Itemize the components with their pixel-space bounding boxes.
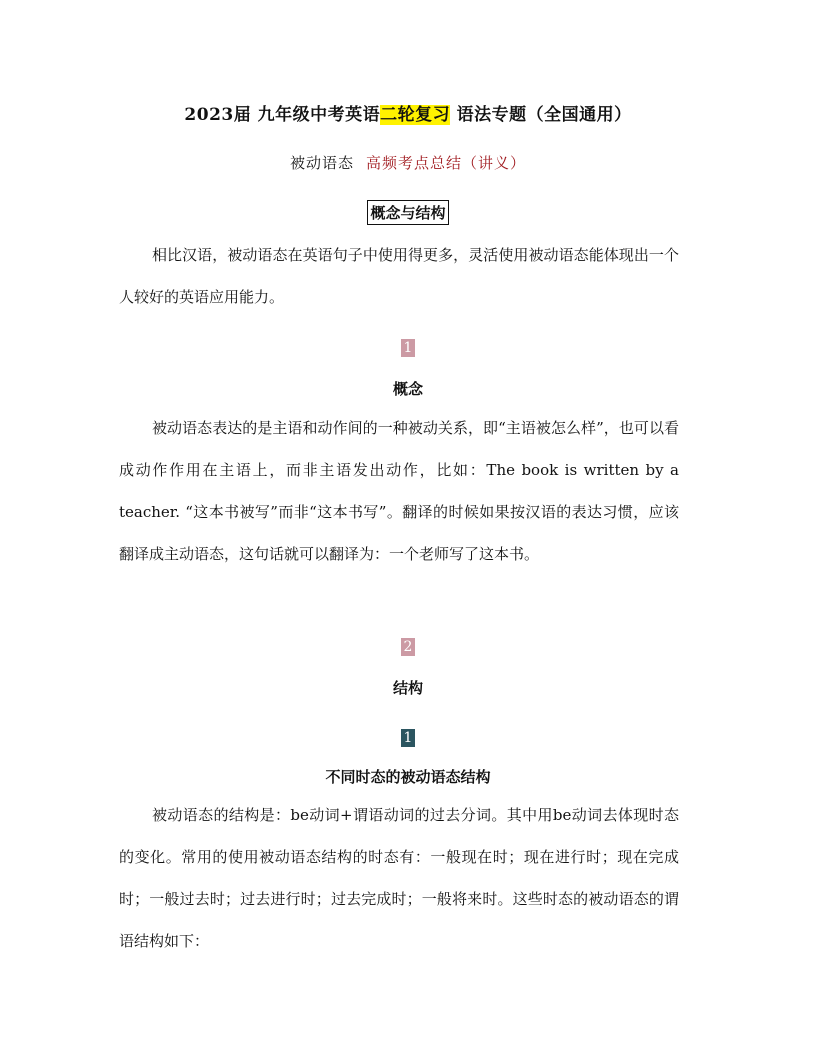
boxed-heading-text: 概念与结构 [367,200,448,225]
subsection-heading: 不同时态的被动语态结构 [325,768,491,786]
section-number-badge-1 [0,337,816,357]
document-subtitle [0,152,816,173]
title-prefix: 2023届 九年级中考英语 [184,105,381,125]
title-suffix: 语法专题（全国通用） [450,105,632,125]
concept-paragraph: 被动语态表达的是主语和动作间的一种被动关系，即“主语被怎么样”，也可以看成动作作用在主语上，而非主语发出动作，比如：The book is written by a teacher. “这本书被写”而非“这本书写”。翻译的时候如果按汉语的表达习惯，应该翻译成主动语态，这句话就可以翻译为：一个老师写了这本书。 [119,419,679,563]
subtitle-description: 高频考点总结（讲义） [366,154,527,172]
subtitle-topic: 被动语态 [289,154,354,172]
structure-paragraph: 被动语态的结构是：be动词+谓语动词的过去分词。其中用be动词去体现时态的变化。常用的使用被动语态结构的时态有：一般现在时；现在进行时；现在完成时；一般过去时；过去进行时；过去完成时；一般将来时。这些时态的被动语态的谓语结构如下： [119,806,679,950]
section-heading-structure: 结构 [392,679,423,697]
section-number-badge-2 [0,636,816,656]
concept-structure-heading [0,200,816,225]
section-number-1: 1 [401,339,416,357]
intro-paragraph: 相比汉语，被动语态在英语句子中使用得更多，灵活使用被动语态能体现出一个人较好的英语应用能力。 [119,246,679,306]
section-number-2: 2 [401,638,416,656]
section-heading-concept: 概念 [392,380,423,398]
document-title [0,100,816,125]
subsection-number-badge [0,727,816,747]
subsection-number: 1 [401,729,416,747]
title-highlight: 二轮复习 [380,105,451,125]
